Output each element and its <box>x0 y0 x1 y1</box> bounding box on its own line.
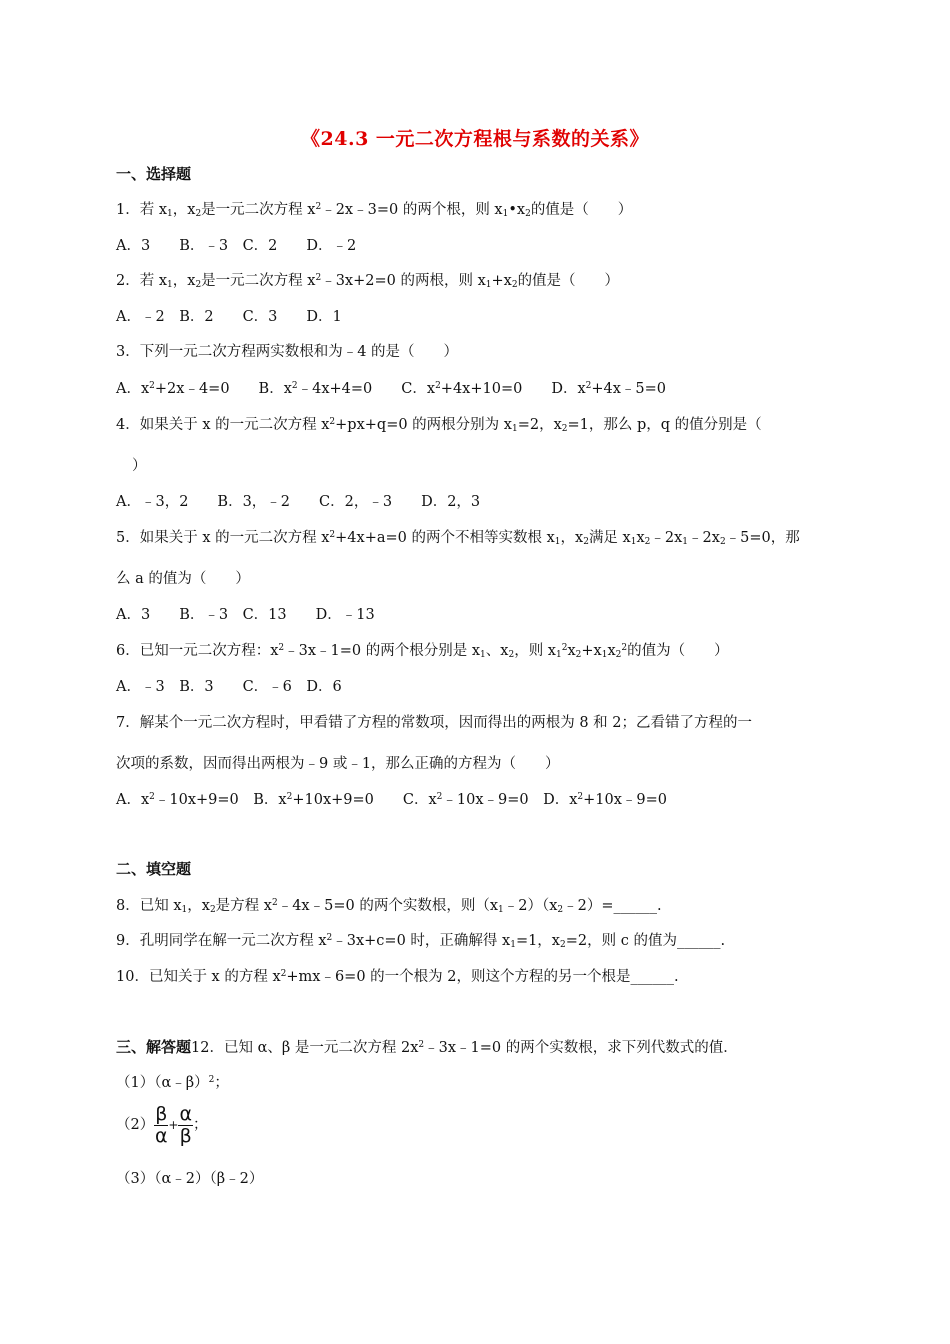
question-12-part-1: （1）（α﹣β）$^2$； <box>116 1075 229 1091</box>
question-7-options: A．$x^2﹣10x+9=0$ B．$x^2+10x+9=0$ C．$x^2﹣10x﹣9=0$ D．$x^2+10x﹣9=0$ <box>116 792 668 808</box>
question-5: 5．如果关于 x 的一元二次方程 $x^2+4x+a=0$ 的两个不相等实数根 $x_1$，$x_2$满足 $x_1x_2﹣2x_1﹣2x_2﹣5=0$，那 <box>116 530 800 547</box>
question-2-options: A．﹣2 B．2 C．3 D．1 <box>116 309 342 325</box>
question-4: 4．如果关于 x 的一元二次方程 $x^2+px+q=0$ 的两根分别为 $x_1=2$，$x_2=1$，那么 p，q 的值分别是（ <box>116 417 762 434</box>
question-7: 7．解某个一元二次方程时，甲看错了方程的常数项，因而得出的两根为 8 和 2；乙看错了方程的一 <box>116 715 752 731</box>
question-3: 3．下列一元二次方程两实数根和为﹣4 的是（ ） <box>116 344 459 360</box>
question-6: 6．已知一元二次方程：$x^2﹣3x﹣1=0$ 的两个根分别是 $x_1$、$x_2$，则 $x_1^2x_2+x_1x_2^2$的值为（ ） <box>116 643 729 660</box>
question-12-part-3: （3）（α﹣2）（β﹣2） <box>116 1171 264 1187</box>
question-2: 2．若 $x_1$，$x_2$是一元二次方程 $x^2﹣3x+2=0$ 的两根，则 $x_1+x_2$的值是（ ） <box>116 273 620 290</box>
question-7-continuation: 次项的系数，因而得出两根为﹣9 或﹣1，那么正确的方程为（ ） <box>116 756 560 772</box>
question-4-continuation: ） <box>132 458 147 474</box>
question-4-options: A．﹣3，2 B．3，﹣2 C．2，﹣3 D．2，3 <box>116 494 481 510</box>
question-3-options: A．$x^2+2x﹣4=0$ B．$x^2﹣4x+4=0$ C．$x^2+4x+10=0$ D．$x^2+4x﹣5=0$ <box>116 381 667 397</box>
section-fill-heading: 二、填空题 <box>116 860 192 878</box>
question-10: 10．已知关于 x 的方程 $x^2+mx﹣6=0$ 的一个根为 2，则这个方程的另一个根是______. <box>116 969 679 985</box>
question-1: 1．若 $x_1$，$x_2$是一元二次方程 $x^2﹣2x﹣3=0$ 的两个根，则 $x_1•x_2$的值是（ ） <box>116 202 633 219</box>
section-choice-heading: 一、选择题 <box>116 165 192 183</box>
question-8: 8．已知 $x_1$，$x_2$是方程 $x^2﹣4x﹣5=0$ 的两个实数根，则$(x_1﹣2)(x_2﹣2)=\_\_\_\_\_\_$. <box>116 898 662 915</box>
question-12: 三、解答题12．已知 α、β 是一元二次方程 $2x^2﹣3x﹣1=0$ 的两个实数根，求下列代数式的值． <box>116 1038 738 1056</box>
page-title: 《24.3 一元二次方程根与系数的关系》 <box>301 128 649 150</box>
fraction-beta-over-alpha: $\frac{\beta}{\alpha}$ <box>155 1102 168 1147</box>
question-5-continuation: 么 a 的值为（ ） <box>116 571 250 587</box>
question-6-options: A．﹣3 B．3 C．﹣6 D．6 <box>116 679 342 695</box>
fraction-alpha-over-beta: $\frac{\alpha}{\beta}$ <box>179 1102 192 1147</box>
question-12-part-2: （2） $\frac{\beta}{\alpha}$ + $\frac{\alpha}{\beta}$ ； <box>116 1102 208 1147</box>
question-1-options: A．3 B．﹣3 C．2 D．﹣2 <box>116 238 357 254</box>
question-5-options: A．3 B．﹣3 C．13 D．﹣13 <box>116 607 375 623</box>
question-9: 9．孔明同学在解一元二次方程 $x^2﹣3x+c=0$ 时，正确解得 $x_1=1$，$x_2=2$，则 c 的值为______. <box>116 933 726 950</box>
section-solve-heading: 三、解答题 <box>116 1038 192 1056</box>
